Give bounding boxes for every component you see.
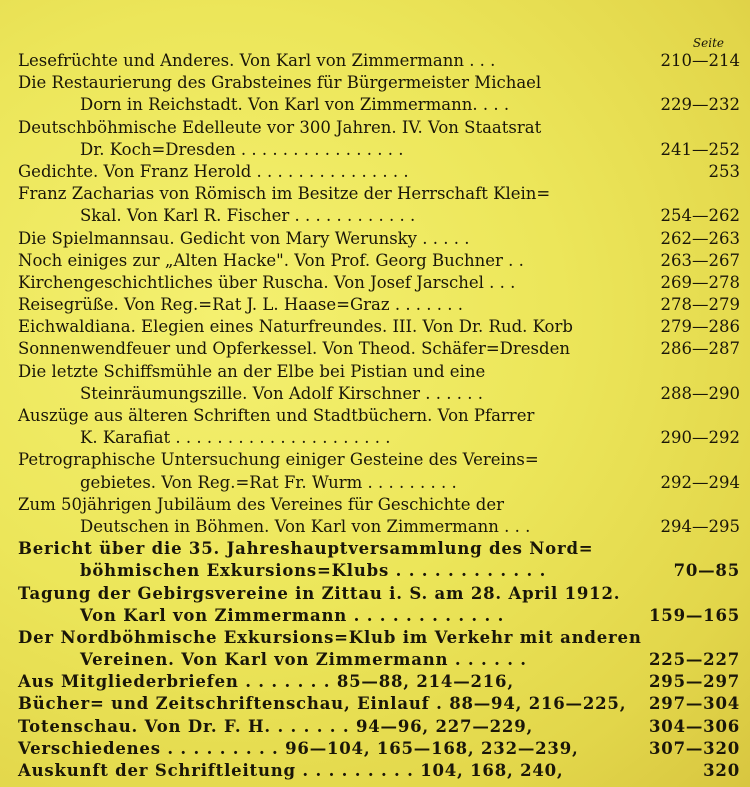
- toc-entry-title: Deutschböhmische Edelleute vor 300 Jahren. IV. Von Staatsrat: [18, 117, 542, 137]
- toc-entry-title: Sonnenwendfeuer und Opferkessel. Von Theod. Schäfer=Dresden: [18, 339, 570, 359]
- toc-entry-title: Noch einiges zur „Alten Hacke". Von Prof. Georg Buchner . .: [18, 250, 524, 270]
- toc-entry-title: Auskunft der Schriftleitung . . . . . . . . . 104, 168, 240,: [18, 761, 564, 780]
- toc-entry: [18, 338, 740, 360]
- toc-entry-title: Die Spielmannsau. Gedicht von Mary Werunsky . . . . .: [18, 228, 470, 248]
- toc-entry-title: Skal. Von Karl R. Fischer . . . . . . . . . . . .: [80, 206, 416, 226]
- toc-entry: [18, 405, 740, 427]
- toc-entry: [18, 183, 740, 205]
- toc-entry: [18, 449, 740, 471]
- toc-entry-title: Gedichte. Von Franz Herold . . . . . . . . . . . . . . .: [18, 161, 409, 181]
- toc-entry-title: Lesefrüchte und Anderes. Von Karl von Zimmermann . . .: [18, 51, 496, 70]
- toc-entry-continuation: [18, 516, 740, 538]
- toc-entry: [18, 494, 740, 516]
- toc-entry-title: Von Karl von Zimmermann . . . . . . . . . . . .: [80, 605, 505, 625]
- toc-entry: [18, 361, 740, 383]
- toc-entry-pages: 241—252: [660, 139, 740, 159]
- toc-entry-title: Tagung der Gebirgsvereine in Zittau i. S. am 28. April 1912.: [18, 583, 621, 603]
- toc-entry-title: Auszüge aus älteren Schriften und Stadtbüchern. Von Pfarrer: [18, 406, 535, 425]
- toc-entry-title: Zum 50jährigen Jubiläum des Vereines für Geschichte der: [18, 494, 505, 514]
- toc-entry-pages: 288—290: [660, 383, 740, 403]
- toc-entry-pages: 320: [703, 761, 740, 780]
- toc-entry-title: Die Restaurierung des Grabsteines für Bürgermeister Michael: [18, 73, 542, 93]
- toc-entry-title: Bericht über die 35. Jahreshauptversammlung des Nord=: [18, 539, 594, 559]
- toc-entry-pages: 262—263: [660, 228, 740, 248]
- toc-entry-title: Bücher= und Zeitschriftenschau, Einlauf . 88—94, 216—225,: [18, 694, 627, 714]
- toc-entry-pages: 279—286: [660, 317, 740, 337]
- toc-entry-pages: 297—304: [649, 694, 740, 714]
- toc-entry: [18, 161, 740, 183]
- toc-entry-title: Vereinen. Von Karl von Zimmermann . . . . . .: [80, 650, 527, 670]
- toc-entry-title: Eichwaldiana. Elegien eines Naturfreundes. III. Von Dr. Rud. Korb: [18, 317, 573, 337]
- toc-entry-pages: 307—320: [649, 738, 740, 758]
- toc-entry-title: Steinräumungszille. Von Adolf Kirschner . . . . . .: [80, 383, 483, 403]
- toc-entry: [18, 716, 740, 738]
- toc-entry-continuation: [18, 94, 740, 116]
- toc-entry-continuation: [18, 560, 740, 582]
- toc-entry: [18, 671, 740, 693]
- toc-entry: [18, 693, 740, 715]
- page-column-header: Seite: [692, 36, 724, 50]
- toc-entry-title: Kirchengeschichtliches über Ruscha. Von Josef Jarschel . . .: [18, 272, 516, 292]
- toc-entry-pages: 70—85: [673, 561, 740, 581]
- toc-entry: [18, 738, 740, 760]
- toc-entry-continuation: [18, 139, 740, 161]
- toc-entry: [18, 228, 740, 250]
- toc-entry-continuation: [18, 205, 740, 227]
- toc-entry: [18, 117, 740, 139]
- toc-entry-pages: 294—295: [660, 516, 740, 536]
- toc-entry: [18, 583, 740, 605]
- toc-entry: [18, 294, 740, 316]
- toc-entry-continuation: [18, 383, 740, 405]
- toc-entry-title: Dr. Koch=Dresden . . . . . . . . . . . . . . . .: [80, 139, 404, 159]
- toc-entry: [18, 272, 740, 294]
- toc-entry-pages: 225—227: [649, 650, 740, 670]
- toc-entry-title: Aus Mitgliederbriefen . . . . . . . 85—88, 214—216,: [18, 672, 514, 692]
- toc-entry-title: Der Nordböhmische Exkursions=Klub im Verkehr mit anderen: [18, 627, 642, 647]
- toc-entry: [18, 250, 740, 272]
- toc-entry-pages: 254—262: [660, 206, 740, 226]
- toc-entry-pages: 229—232: [660, 95, 740, 115]
- toc-entry: [18, 627, 740, 649]
- toc-entry-pages: 292—294: [660, 472, 740, 492]
- toc-entry-pages: 269—278: [660, 272, 740, 292]
- toc-entry-pages: 290—292: [660, 428, 740, 448]
- toc-entry: [18, 72, 740, 94]
- toc-entry-pages: 304—306: [649, 716, 740, 736]
- toc-entry-title: Verschiedenes . . . . . . . . . 96—104, 165—168, 232—239,: [18, 738, 579, 758]
- toc-entry-pages: 263—267: [660, 250, 740, 270]
- toc-entry-title: Reisegrüße. Von Reg.=Rat J. L. Haase=Graz . . . . . . .: [18, 295, 464, 315]
- toc-entry-title: böhmischen Exkursions=Klubs . . . . . . . . . . . .: [80, 561, 547, 581]
- toc-entry-title: gebietes. Von Reg.=Rat Fr. Wurm . . . . . . . . .: [80, 472, 457, 492]
- toc-entry-continuation: [18, 605, 740, 627]
- toc-entry: [18, 538, 740, 560]
- toc-entry-pages: 253: [708, 161, 740, 181]
- toc-entry-pages: 210—214: [660, 51, 740, 70]
- toc-entry-pages: 295—297: [649, 672, 740, 692]
- toc-entry-title: Petrographische Untersuchung einiger Gesteine des Vereins=: [18, 450, 539, 470]
- toc-entry-title: Totenschau. Von Dr. F. H. . . . . . . 94—96, 227—229,: [18, 716, 534, 736]
- toc-entry-pages: 286—287: [660, 339, 740, 359]
- toc-entry-continuation: [18, 427, 740, 449]
- toc-entry-title: Franz Zacharias von Römisch im Besitze der Herrschaft Klein=: [18, 184, 551, 204]
- toc-entry-title: Deutschen in Böhmen. Von Karl von Zimmermann . . .: [80, 516, 531, 536]
- toc-entry-title: Die letzte Schiffsmühle an der Elbe bei Pistian und eine: [18, 361, 486, 381]
- toc-entry: [18, 50, 740, 72]
- toc-entry-pages: 159—165: [649, 605, 740, 625]
- toc-entry-title: K. Karafiat . . . . . . . . . . . . . . . . . . . . .: [80, 428, 391, 448]
- toc-entry-pages: 278—279: [660, 295, 740, 315]
- toc-entry-continuation: [18, 472, 740, 494]
- toc-entry-continuation: [18, 649, 740, 671]
- table-of-contents: [18, 50, 740, 782]
- toc-entry: [18, 760, 740, 782]
- toc-entry-title: Dorn in Reichstadt. Von Karl von Zimmermann. . . .: [80, 95, 510, 115]
- toc-entry: [18, 316, 740, 338]
